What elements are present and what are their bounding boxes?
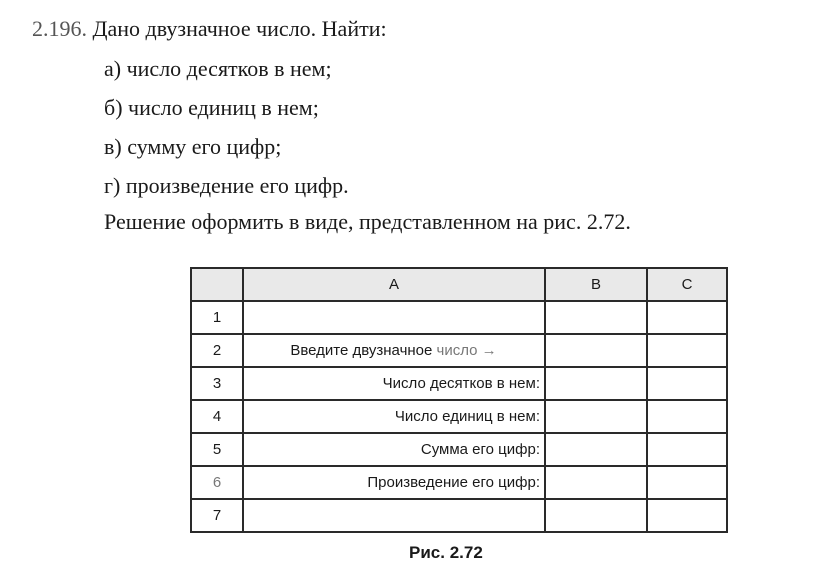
figure-caption: Рис. 2.72 [409,543,483,562]
cell-b6 [545,466,647,499]
cell-b1 [545,301,647,334]
table-row [191,400,727,433]
column-header-a: A [243,268,545,301]
column-header-row [191,268,727,301]
cell-b3 [545,367,647,400]
cell-c7 [647,499,727,532]
cell-a2-hint: число → [436,342,497,359]
row-number: 3 [191,367,243,400]
cell-a2-text: Введите двузначное [290,342,433,359]
cell-b4 [545,400,647,433]
cell-c2 [647,334,727,367]
cell-c6 [647,466,727,499]
row-number: 6 [191,466,243,499]
problem-instruction: Решение оформить в виде, представленном на рис. 2.72. [104,209,631,234]
corner-cell [191,268,243,301]
cell-b5 [545,433,647,466]
column-header-b: B [545,268,647,301]
cell-b2 [545,334,647,367]
problem-item-b: б) число единиц в нем; [104,95,319,120]
cell-a1 [243,301,545,334]
column-header-c: C [647,268,727,301]
cell-a4: Число единиц в нем: [243,400,545,433]
row-number: 5 [191,433,243,466]
table-row [191,433,727,466]
table-row [191,466,727,499]
cell-c4 [647,400,727,433]
problem-item-c: в) сумму его цифр; [104,134,282,159]
problem-item-a: а) число десятков в нем; [104,56,332,81]
row-number: 7 [191,499,243,532]
cell-b7 [545,499,647,532]
cell-a5: Сумма его цифр: [243,433,545,466]
problem-header [32,16,387,42]
cell-a7 [243,499,545,532]
table-row [191,334,727,367]
problem-intro: Дано двузначное число. Найти: [92,16,387,41]
table-row [191,499,727,532]
row-number: 1 [191,301,243,334]
table-row [191,367,727,400]
row-number: 2 [191,334,243,367]
cell-a6: Произведение его цифр: [243,466,545,499]
cell-a2 [243,334,545,367]
spreadsheet-figure [190,267,728,533]
table-row [191,301,727,334]
cell-c5 [647,433,727,466]
cell-c3 [647,367,727,400]
problem-number: 2.196. [32,16,87,41]
cell-c1 [647,301,727,334]
problem-item-d: г) произведение его цифр. [104,173,349,198]
row-number: 4 [191,400,243,433]
cell-a3: Число десятков в нем: [243,367,545,400]
